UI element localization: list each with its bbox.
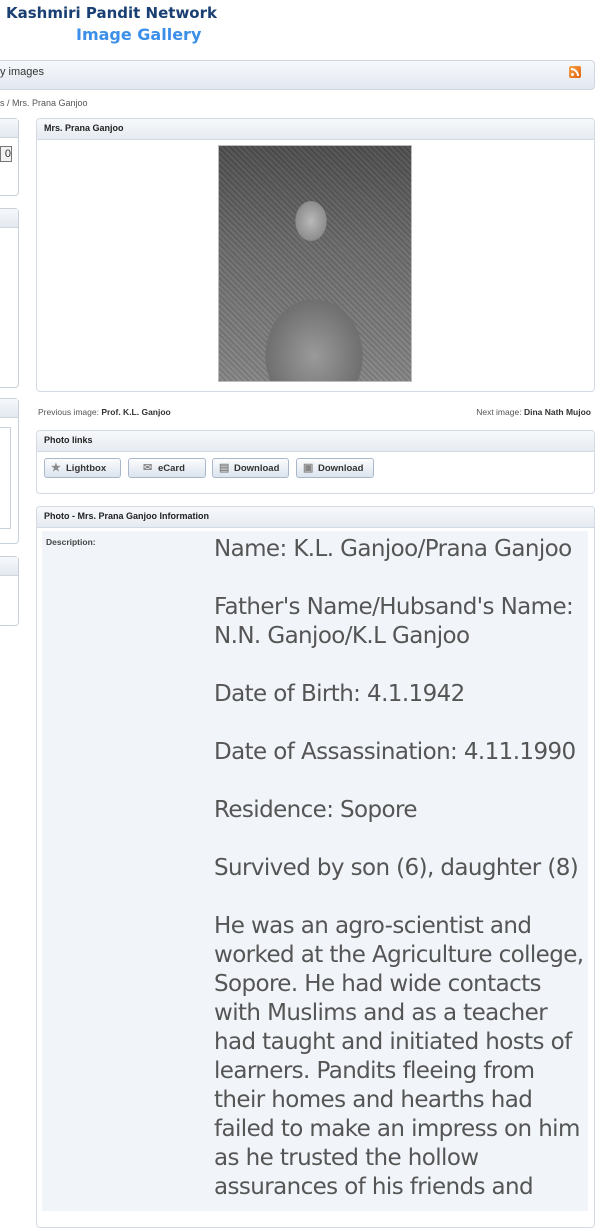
site-logo-title[interactable]: Kashmiri Pandit Network — [6, 4, 217, 22]
download-zip-button[interactable] — [296, 458, 374, 478]
photo-links-title: Photo links — [44, 435, 93, 445]
breadcrumb[interactable]: s / Mrs. Prana Ganjoo — [0, 98, 88, 108]
next-image-label: Next image: — [476, 407, 522, 417]
download-button[interactable] — [212, 458, 289, 478]
photo-image[interactable] — [218, 145, 412, 382]
sidebar-box-stats — [0, 556, 19, 626]
description-paragraph: He was an agro-scientist and worked at the Agriculture college, Sopore. He had wide contacts with Muslims and as a teacher had taught and initiated hosts of learners. Pandits fleeing from their homes and hearths had failed to make an impress on him as he trusted the hollow assurances of his friends and — [214, 913, 584, 1200]
description-paragraph: Date of Birth: 4.1.1942 — [214, 681, 465, 707]
site-logo-subtitle[interactable]: Image Gallery — [76, 25, 202, 44]
lightbox-button[interactable] — [44, 458, 121, 478]
description-paragraph: Survived by son (6), daughter (8) — [214, 855, 579, 881]
photo-title: Mrs. Prana Ganjoo — [44, 123, 124, 133]
description-label: Description: — [46, 537, 96, 547]
rss-icon[interactable] — [569, 66, 581, 78]
photo-panel-header — [37, 119, 594, 140]
description-text — [214, 535, 589, 1231]
header-title: y images — [0, 66, 45, 78]
sidebar-box-categories — [0, 208, 19, 388]
sidebar-inner-box — [0, 427, 11, 529]
download-icon: ▤ — [219, 461, 230, 474]
download-label: Download — [234, 462, 280, 474]
previous-image-label: Previous image: — [38, 407, 99, 417]
previous-image-title[interactable]: Prof. K.L. Ganjoo — [101, 407, 171, 417]
sidebar-box-login — [0, 398, 19, 544]
photo-links-header — [37, 431, 594, 452]
lightbox-label: Lightbox — [66, 462, 107, 474]
ecard-button[interactable] — [128, 458, 206, 478]
gallery-header-bar — [0, 60, 595, 90]
description-paragraph: Date of Assassination: 4.11.1990 — [214, 739, 576, 765]
zoom-download-icon: ▣ — [303, 461, 314, 474]
previous-image-link[interactable] — [38, 407, 171, 417]
download-zip-label: Download — [318, 462, 364, 474]
star-icon: ★ — [51, 461, 61, 474]
description-paragraph: Residence: Sopore — [214, 797, 417, 823]
sidebar-go-button[interactable]: 0 — [0, 146, 12, 162]
ecard-label: eCard — [158, 462, 185, 474]
description-paragraph: Name: K.L. Ganjoo/Prana Ganjoo — [214, 536, 572, 562]
photo-info-header — [37, 507, 594, 528]
photo-info-title: Photo - Mrs. Prana Ganjoo Information — [44, 511, 210, 521]
next-image-link[interactable] — [476, 407, 591, 417]
description-paragraph: Father's Name/Hubsand's Name: N.N. Ganjoo/K.L Ganjoo — [214, 594, 574, 649]
ecard-icon: ✉ — [143, 461, 153, 474]
next-image-title[interactable]: Dina Nath Mujoo — [523, 407, 591, 417]
